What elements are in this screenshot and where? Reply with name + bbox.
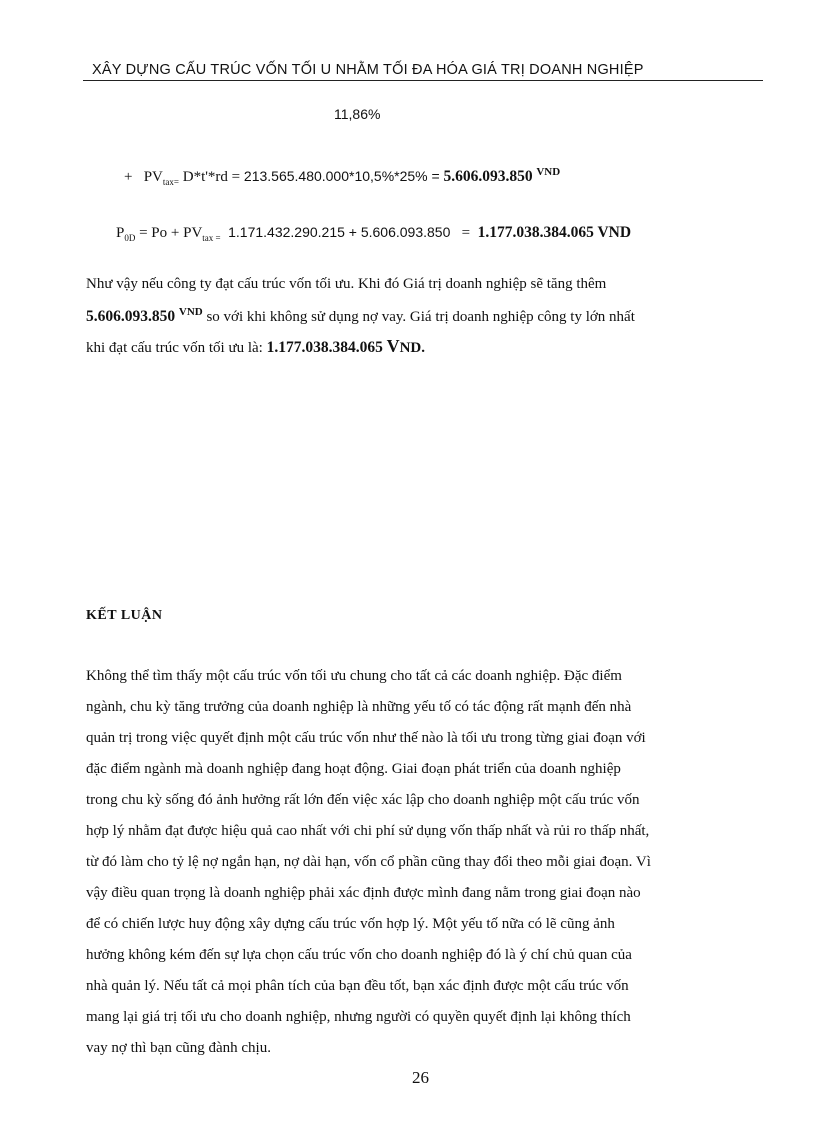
header-rule [83, 80, 763, 81]
conclusion-line-1: Như vậy nếu công ty đạt cấu trúc vốn tối ưu. Khi đó Giá trị doanh nghiệp sẽ tăng thêm [86, 276, 607, 292]
body-line: để có chiến lược huy động xây dựng cấu trúc vốn hợp lý. Một yếu tố nữa có lẽ cũng ảnh [86, 916, 615, 932]
body-line: vay nợ thì bạn cũng đành chịu. [86, 1040, 271, 1056]
body-line: nhà quản lý. Nếu tất cả mọi phân tích của bạn đều tốt, bạn xác định được một cấu trúc vốn [86, 978, 629, 994]
conclusion-line-3: khi đạt cấu trúc vốn tối ưu là: 1.177.038.384.065 VND. [86, 336, 426, 356]
conclusion-line-2: 5.606.093.850 $^{VND}$ so với khi không sử dụng nợ vay. Giá trị doanh nghiệp công ty lớn nhất [86, 306, 635, 325]
body-line: mang lại giá trị tối ưu cho doanh nghiệp, nhưng người có quyền quyết định lại không thích [86, 1009, 631, 1025]
body-line: vậy điều quan trọng là doanh nghiệp phải xác định được mình đang nằm trong giai đoạn nào [86, 885, 641, 901]
body-line: từ đó làm cho tỷ lệ nợ ngắn hạn, nợ dài hạn, vốn cổ phần cũng thay đổi theo mỗi giai đoạn. Vì [86, 854, 651, 870]
section-heading: KẾT LUẬN [86, 608, 163, 623]
percent-value: 11,86% [334, 106, 381, 122]
running-header: XÂY DỰNG CẤU TRÚC VỐN TỐI U NHẰM TỐI ĐA HÓA GIÁ TRỊ DOANH NGHIỆP [92, 62, 644, 78]
body-line: Không thể tìm thấy một cấu trúc vốn tối ưu chung cho tất cả các doanh nghiệp. Đặc điểm [86, 668, 622, 684]
body-line: ngành, chu kỳ tăng trưởng của doanh nghiệp là những yếu tố có tác động rất mạnh đến nhà [86, 699, 632, 715]
page-number: 26 [412, 1068, 429, 1087]
body-line: trong chu kỳ sống đó ảnh hưởng rất lớn đến việc xác lập cho doanh nghiệp một cấu trúc vốn [86, 792, 640, 808]
body-line: hợp lý nhằm đạt được hiệu quả cao nhất với chi phí sử dụng vốn thấp nhất và rủi ro thấp nhất, [86, 823, 650, 839]
body-line: quản trị trong việc quyết định một cấu trúc vốn như thế nào là tối ưu trong từng giai đoạn với [86, 730, 646, 746]
formula-pv-tax: + $PV_{tax=}$ D*t'*rd = 213.565.480.000*10,5%*25% = 5.606.093.850 $^{VND}$ [124, 166, 561, 187]
body-line: hưởng không kém đến sự lựa chọn cấu trúc vốn cho doanh nghiệp đó là ý chí chủ quan của [86, 947, 632, 963]
body-line: đặc điểm ngành mà doanh nghiệp đang hoạt động. Giai đoạn phát triển của doanh nghiệp [86, 761, 621, 777]
formula-p0d: $P_{0D} = Po + PV_{tax =}$ 1.171.432.290.215 + 5.606.093.850 = 1.177.038.384.065 VND [116, 224, 632, 243]
